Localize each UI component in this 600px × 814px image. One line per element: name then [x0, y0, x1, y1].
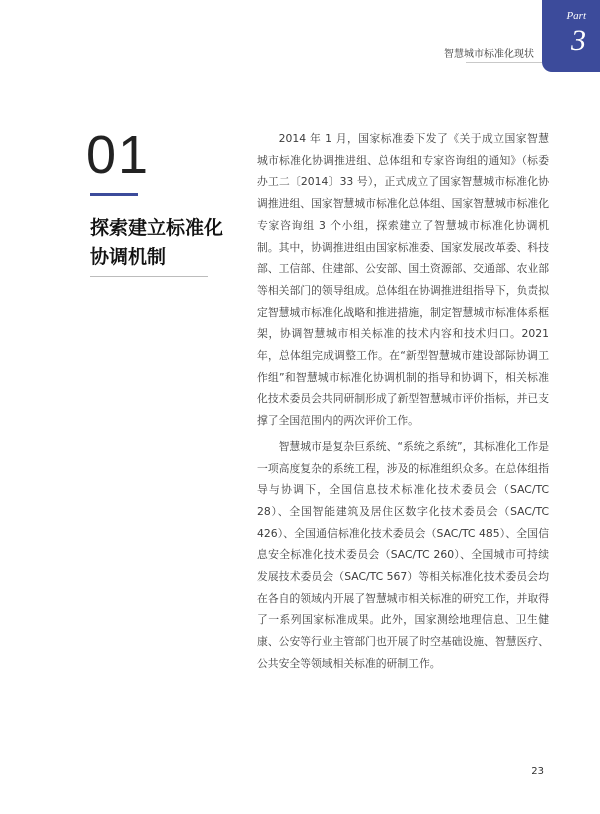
header-divider: [466, 62, 542, 63]
paragraph-1: 2014 年 1 月，国家标准委下发了《关于成立国家智慧城市标准化协调推进组、总体组和专家咨询组的通知》（标委办工二〔2014〕33 号），正式成立了国家智慧城市标准化协调推进组、国家智慧城市标准化总体组、国家智慧城市标准化专家咨询组 3 个小组，探索建立了智慧城市标准化协调机制。其中，协调推进组由国家标准委、国家发展改革委、科技部、工信部、住建部、公安部、国土资源部、交通部、农业部等相关部门的领导组成。总体组在协调推进组指导下，负责拟定智慧城市标准化战略和推进措施，制定智慧城市标准体系框架，协调智慧城市相关标准的技术内容和技术归口。2021 年，总体组完成调整工作。在“新型智慧城市建设部际协调工作组”和智慧城市标准化协调机制的指导和协调下，相关标准化技术委员会共同研制形成了新型智慧城市评价指标，并已支撑了全国范围内的两次评价工作。: [257, 132, 549, 428]
section-divider: [90, 276, 208, 277]
section-accent-bar: [90, 193, 138, 196]
part-label: Part: [566, 10, 586, 22]
page-number: 23: [531, 766, 544, 777]
section-number: 01: [86, 125, 151, 185]
running-header-title: 智慧城市标准化现状: [444, 49, 534, 60]
body-text: [257, 128, 549, 679]
paragraph-2: 智慧城市是复杂巨系统、“系统之系统”，其标准化工作是一项高度复杂的系统工程，涉及的标准组织众多。在总体组指导与协调下，全国信息技术标准化技术委员会（SAC/TC 28）、全国智能建筑及居住区数字化技术委员会（SAC/TC 426）、全国通信标准化技术委员会（SAC/TC 485）、全国信息安全标准化技术委员会（SAC/TC 260）、全国城市可持续发展技术委员会（SAC/TC 567）等相关标准化技术委员会均在各自的领域内开展了智慧城市相关标准的研究工作，并取得了一系列国家标准成果。此外，国家测绘地理信息、卫生健康、公安等行业主管部门也开展了时空基础设施、智慧医疗、公共安全等领域相关标准的研制工作。: [257, 439, 549, 670]
part-tab: [542, 0, 600, 72]
part-number: 3: [571, 24, 586, 57]
section-title: 探索建立标准化协调机制: [90, 217, 224, 268]
